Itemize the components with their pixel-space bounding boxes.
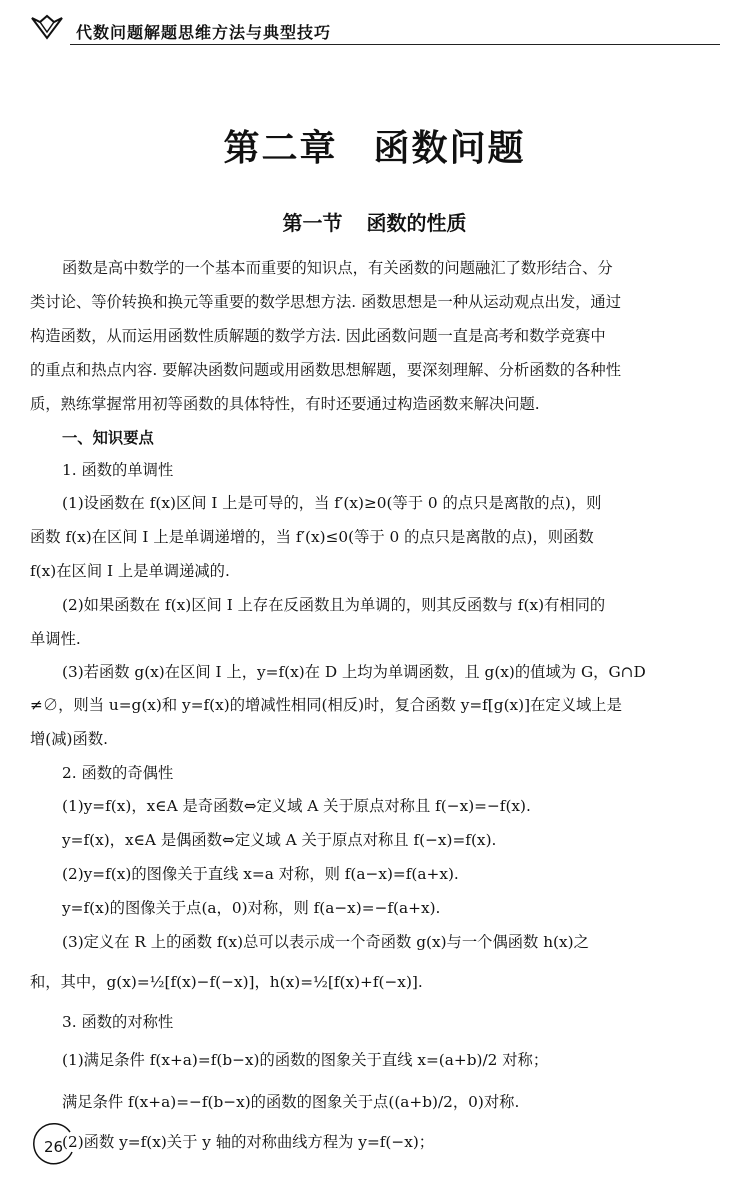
item-heading: 2. 函数的奇偶性 <box>62 764 174 782</box>
paragraph-line: 单调性. <box>30 630 81 648</box>
paragraph-line: 和，其中，g(x)=½[f(x)−f(−x)]，h(x)=½[f(x)+f(−x)]. <box>30 973 423 991</box>
section-name: 函数的性质 <box>366 211 467 235</box>
header-title: 代数问题解题思维方法与典型技巧 <box>76 23 332 42</box>
paragraph-line: (2)y=f(x)的图像关于直线 x=a 对称，则 f(a−x)=f(a+x). <box>62 865 459 883</box>
page-number: 26 <box>44 1138 64 1156</box>
subheading-knowledge-points: 一、知识要点 <box>62 429 154 447</box>
chapter-title <box>0 120 749 171</box>
paragraph-line: (1)设函数在 f(x)区间 I 上是可导的，当 f′(x)≥0(等于 0 的点只是离散的点)，则 <box>62 494 602 512</box>
paragraph-line: y=f(x)，x∈A 是偶函数⇔定义域 A 关于原点对称且 f(−x)=f(x). <box>62 831 497 849</box>
paragraph-line: (1)满足条件 f(x+a)=f(b−x)的函数的图象关于直线 x=(a+b)/2 对称； <box>62 1051 549 1069</box>
paragraph-line: f(x)在区间 I 上是单调递减的. <box>30 562 230 580</box>
section-title <box>0 207 749 236</box>
paragraph-line: 函数是高中数学的一个基本而重要的知识点，有关函数的问题融汇了数形结合、分 <box>62 259 613 277</box>
paragraph-line: (3)若函数 g(x)在区间 I 上，y=f(x)在 D 上均为单调函数，且 g(x)的值域为 G，G∩D <box>62 663 646 681</box>
paragraph-line: 增(减)函数. <box>30 730 108 748</box>
paragraph-line: (3)定义在 R 上的函数 f(x)总可以表示成一个奇函数 g(x)与一个偶函数 h(x)之 <box>62 933 589 951</box>
paragraph-line: 满足条件 f(x+a)=−f(b−x)的函数的图象关于点((a+b)/2，0)对称. <box>62 1093 520 1111</box>
paragraph-line: (2)函数 y=f(x)关于 y 轴的对称曲线方程为 y=f(−x)； <box>62 1133 435 1151</box>
paragraph-line: (2)如果函数在 f(x)区间 I 上存在反函数且为单调的，则其反函数与 f(x)有相同的 <box>62 596 606 614</box>
paragraph-line: 构造函数，从而运用函数性质解题的数学方法. 因此函数问题一直是高考和数学竞赛中 <box>30 327 606 345</box>
item-heading: 3. 函数的对称性 <box>62 1013 174 1031</box>
paragraph-line: 函数 f(x)在区间 I 上是单调递增的，当 f′(x)≤0(等于 0 的点只是离散的点)，则函数 <box>30 528 594 546</box>
chapter-number: 第二章 <box>223 128 338 169</box>
section-number: 第一节 <box>282 211 343 235</box>
paragraph-line: 的重点和热点内容. 要解决函数问题或用函数思想解题，要深刻理解、分析函数的各种性 <box>30 361 622 379</box>
book-logo-icon <box>30 12 64 42</box>
header-rule <box>70 44 720 45</box>
item-heading: 1. 函数的单调性 <box>62 461 174 479</box>
paragraph-line: y=f(x)的图像关于点(a，0)对称，则 f(a−x)=−f(a+x). <box>62 899 441 917</box>
paragraph-line: 质，熟练掌握常用初等函数的具体特性，有时还要通过构造函数来解决问题. <box>30 395 540 413</box>
running-header <box>30 10 720 48</box>
paragraph-line: ≠∅，则当 u=g(x)和 y=f(x)的增减性相同(相反)时，复合函数 y=f[g(x)]在定义域上是 <box>30 696 622 714</box>
chapter-name: 函数问题 <box>373 128 526 169</box>
paragraph-line: (1)y=f(x)，x∈A 是奇函数⇔定义域 A 关于原点对称且 f(−x)=−f(x). <box>62 797 531 815</box>
page-number-badge <box>30 1122 76 1168</box>
paragraph-line: 类讨论、等价转换和换元等重要的数学思想方法. 函数思想是一种从运动观点出发，通过 <box>30 293 622 311</box>
